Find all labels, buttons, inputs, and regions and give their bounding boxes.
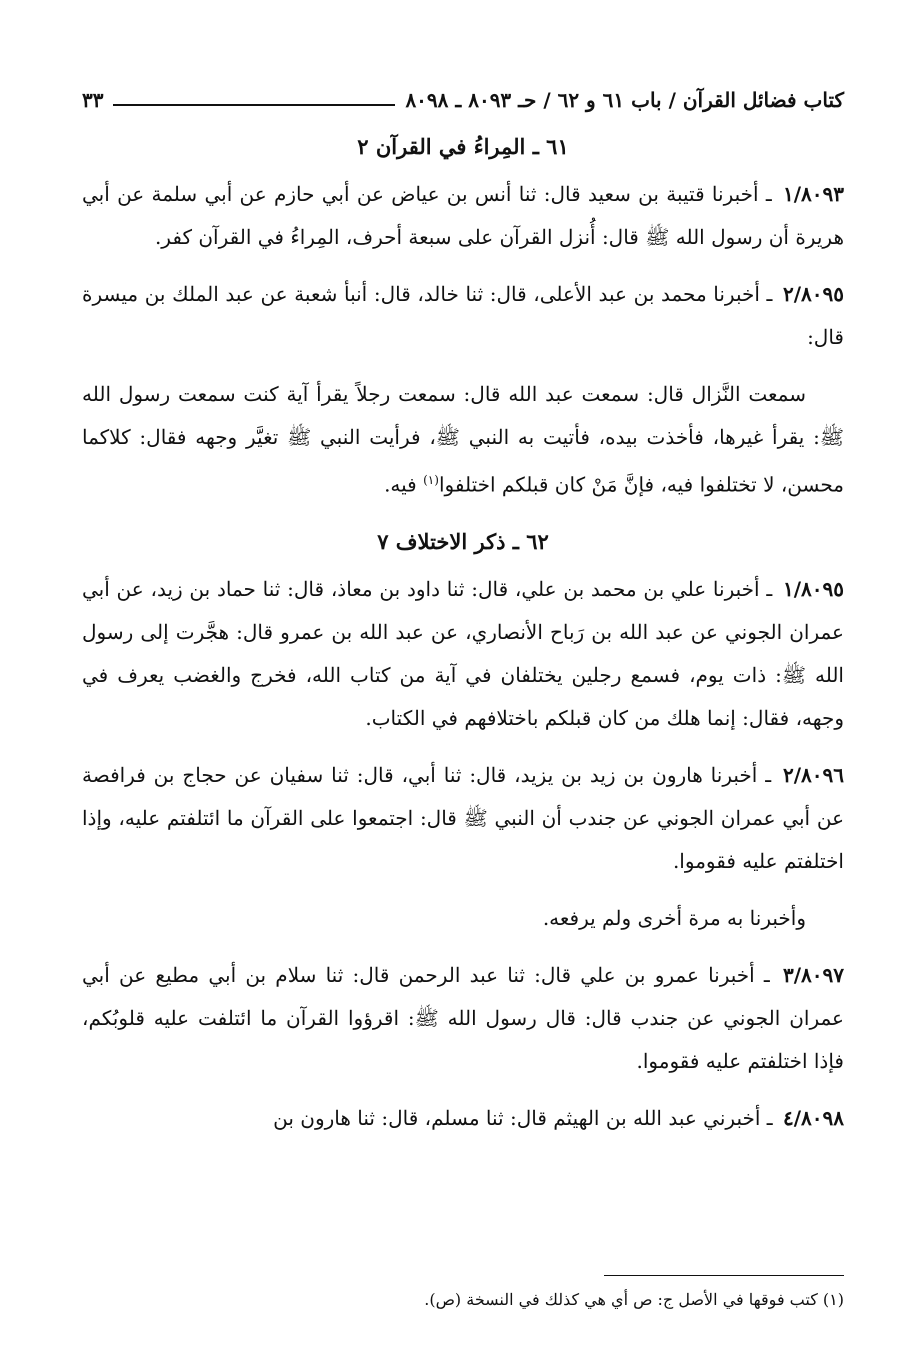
hadith-paragraph	[82, 373, 844, 507]
footnote-marker: (١)	[423, 473, 439, 487]
hadith-paragraph	[82, 173, 844, 259]
book-page	[82, 78, 844, 1348]
hadith-text: ـ أخبرنا علي بن محمد بن علي، قال: ثنا داود بن معاذ، قال: ثنا حماد بن زيد، عن أبي عمران الجوني عن عبد الله بن رَباح الأنصاري، عن عبد الله بن عمرو قال: هجَّرت إلى رسول الله ﷺ: ذات يوم، فسمع رجلين يختلفان في آية من كتاب الله، فخرج والغضب يعرف في وجهه، فقال: إنما هلك من كان قبلكم باختلافهم في الكتاب.	[82, 576, 844, 730]
running-header	[82, 78, 844, 112]
hadith-number: ٢/٨٠٩٥	[783, 282, 845, 306]
hadith-text: ـ أخبرنا عمرو بن علي قال: ثنا عبد الرحمن قال: ثنا سلام بن أبي مطيع عن أبي عمران الجوني عن جندب قال: قال رسول الله ﷺ: اقرؤوا القرآن ما ائتلفت عليه قلوبُكم، فإذا اختلفتم عليه فقوموا.	[82, 962, 844, 1073]
footnote-rule	[604, 1275, 844, 1276]
chapter-heading-62: ٦٢ ـ ذكر الاختلاف ٧	[377, 528, 549, 554]
hadith-number: ٣/٨٠٩٧	[782, 962, 844, 987]
hadith-number: ٤/٨٠٩٨	[782, 1105, 844, 1130]
running-header-title: كتاب فضائل القرآن / باب ٦١ و ٦٢ / حـ ٨٠٩٣ ـ ٨٠٩٨	[405, 88, 844, 112]
hadith-text: ـ أخبرنا محمد بن عبد الأعلى، قال: ثنا خالد، قال: أنبأ شعبة عن عبد الملك بن ميسرة قال:	[82, 282, 844, 349]
header-rule	[113, 104, 395, 106]
hadith-paragraph	[82, 568, 844, 740]
hadith-text-tail: فيه.	[384, 472, 424, 497]
hadith-text: ـ أخبرنا قتيبة بن سعيد قال: ثنا أنس بن عياض عن أبي حازم عن أبي سلمة عن أبي هريرة أن رسول الله ﷺ قال: أُنزل القرآن على سبعة أحرف، المِراءُ في القرآن كفر.	[82, 182, 844, 249]
hadith-number: ١/٨٠٩٥	[783, 576, 845, 601]
hadith-number: ١/٨٠٩٣	[782, 182, 844, 206]
footnote: (١) كتب فوقها في الأصل ج: ص أي هي كذلك في النسخة (ص).	[424, 1290, 844, 1309]
page-number: ٣٣	[82, 88, 104, 112]
hadith-text: سمعت النَّزال قال: سمعت عبد الله قال: سمعت رجلاً يقرأ آية كنت سمعت رسول الله ﷺ: يقرأ غيرها، فأخذت بيده، فأتيت به النبي ﷺ، فرأيت النبي ﷺ تغيَّر وجهه فقال: كلاكما محسن، لا تختلفوا فيه، فإنَّ مَنْ كان قبلكم اختلفوا	[82, 382, 844, 497]
hadith-number: ٢/٨٠٩٦	[783, 762, 845, 787]
chapter-heading-61: ٦١ ـ المِراءُ في القرآن ٢	[357, 134, 569, 159]
hadith-paragraph	[82, 273, 844, 359]
hadith-text: وأخبرنا به مرة أخرى ولم يرفعه.	[542, 905, 806, 930]
hadith-text: ـ أخبرني عبد الله بن الهيثم قال: ثنا مسلم، قال: ثنا هارون بن	[273, 1105, 773, 1130]
hadith-paragraph	[82, 754, 844, 883]
hadith-paragraph	[82, 1097, 844, 1140]
hadith-paragraph	[82, 897, 844, 940]
hadith-text: ـ أخبرنا هارون بن زيد بن يزيد، قال: ثنا أبي، قال: ثنا سفيان عن حجاج بن فرافصة عن أبي عمران الجوني عن جندب أن النبي ﷺ قال: اجتمعوا على القرآن ما ائتلفتم عليه، وإذا اختلفتم عليه فقوموا.	[82, 762, 844, 873]
hadith-paragraph	[82, 954, 844, 1083]
